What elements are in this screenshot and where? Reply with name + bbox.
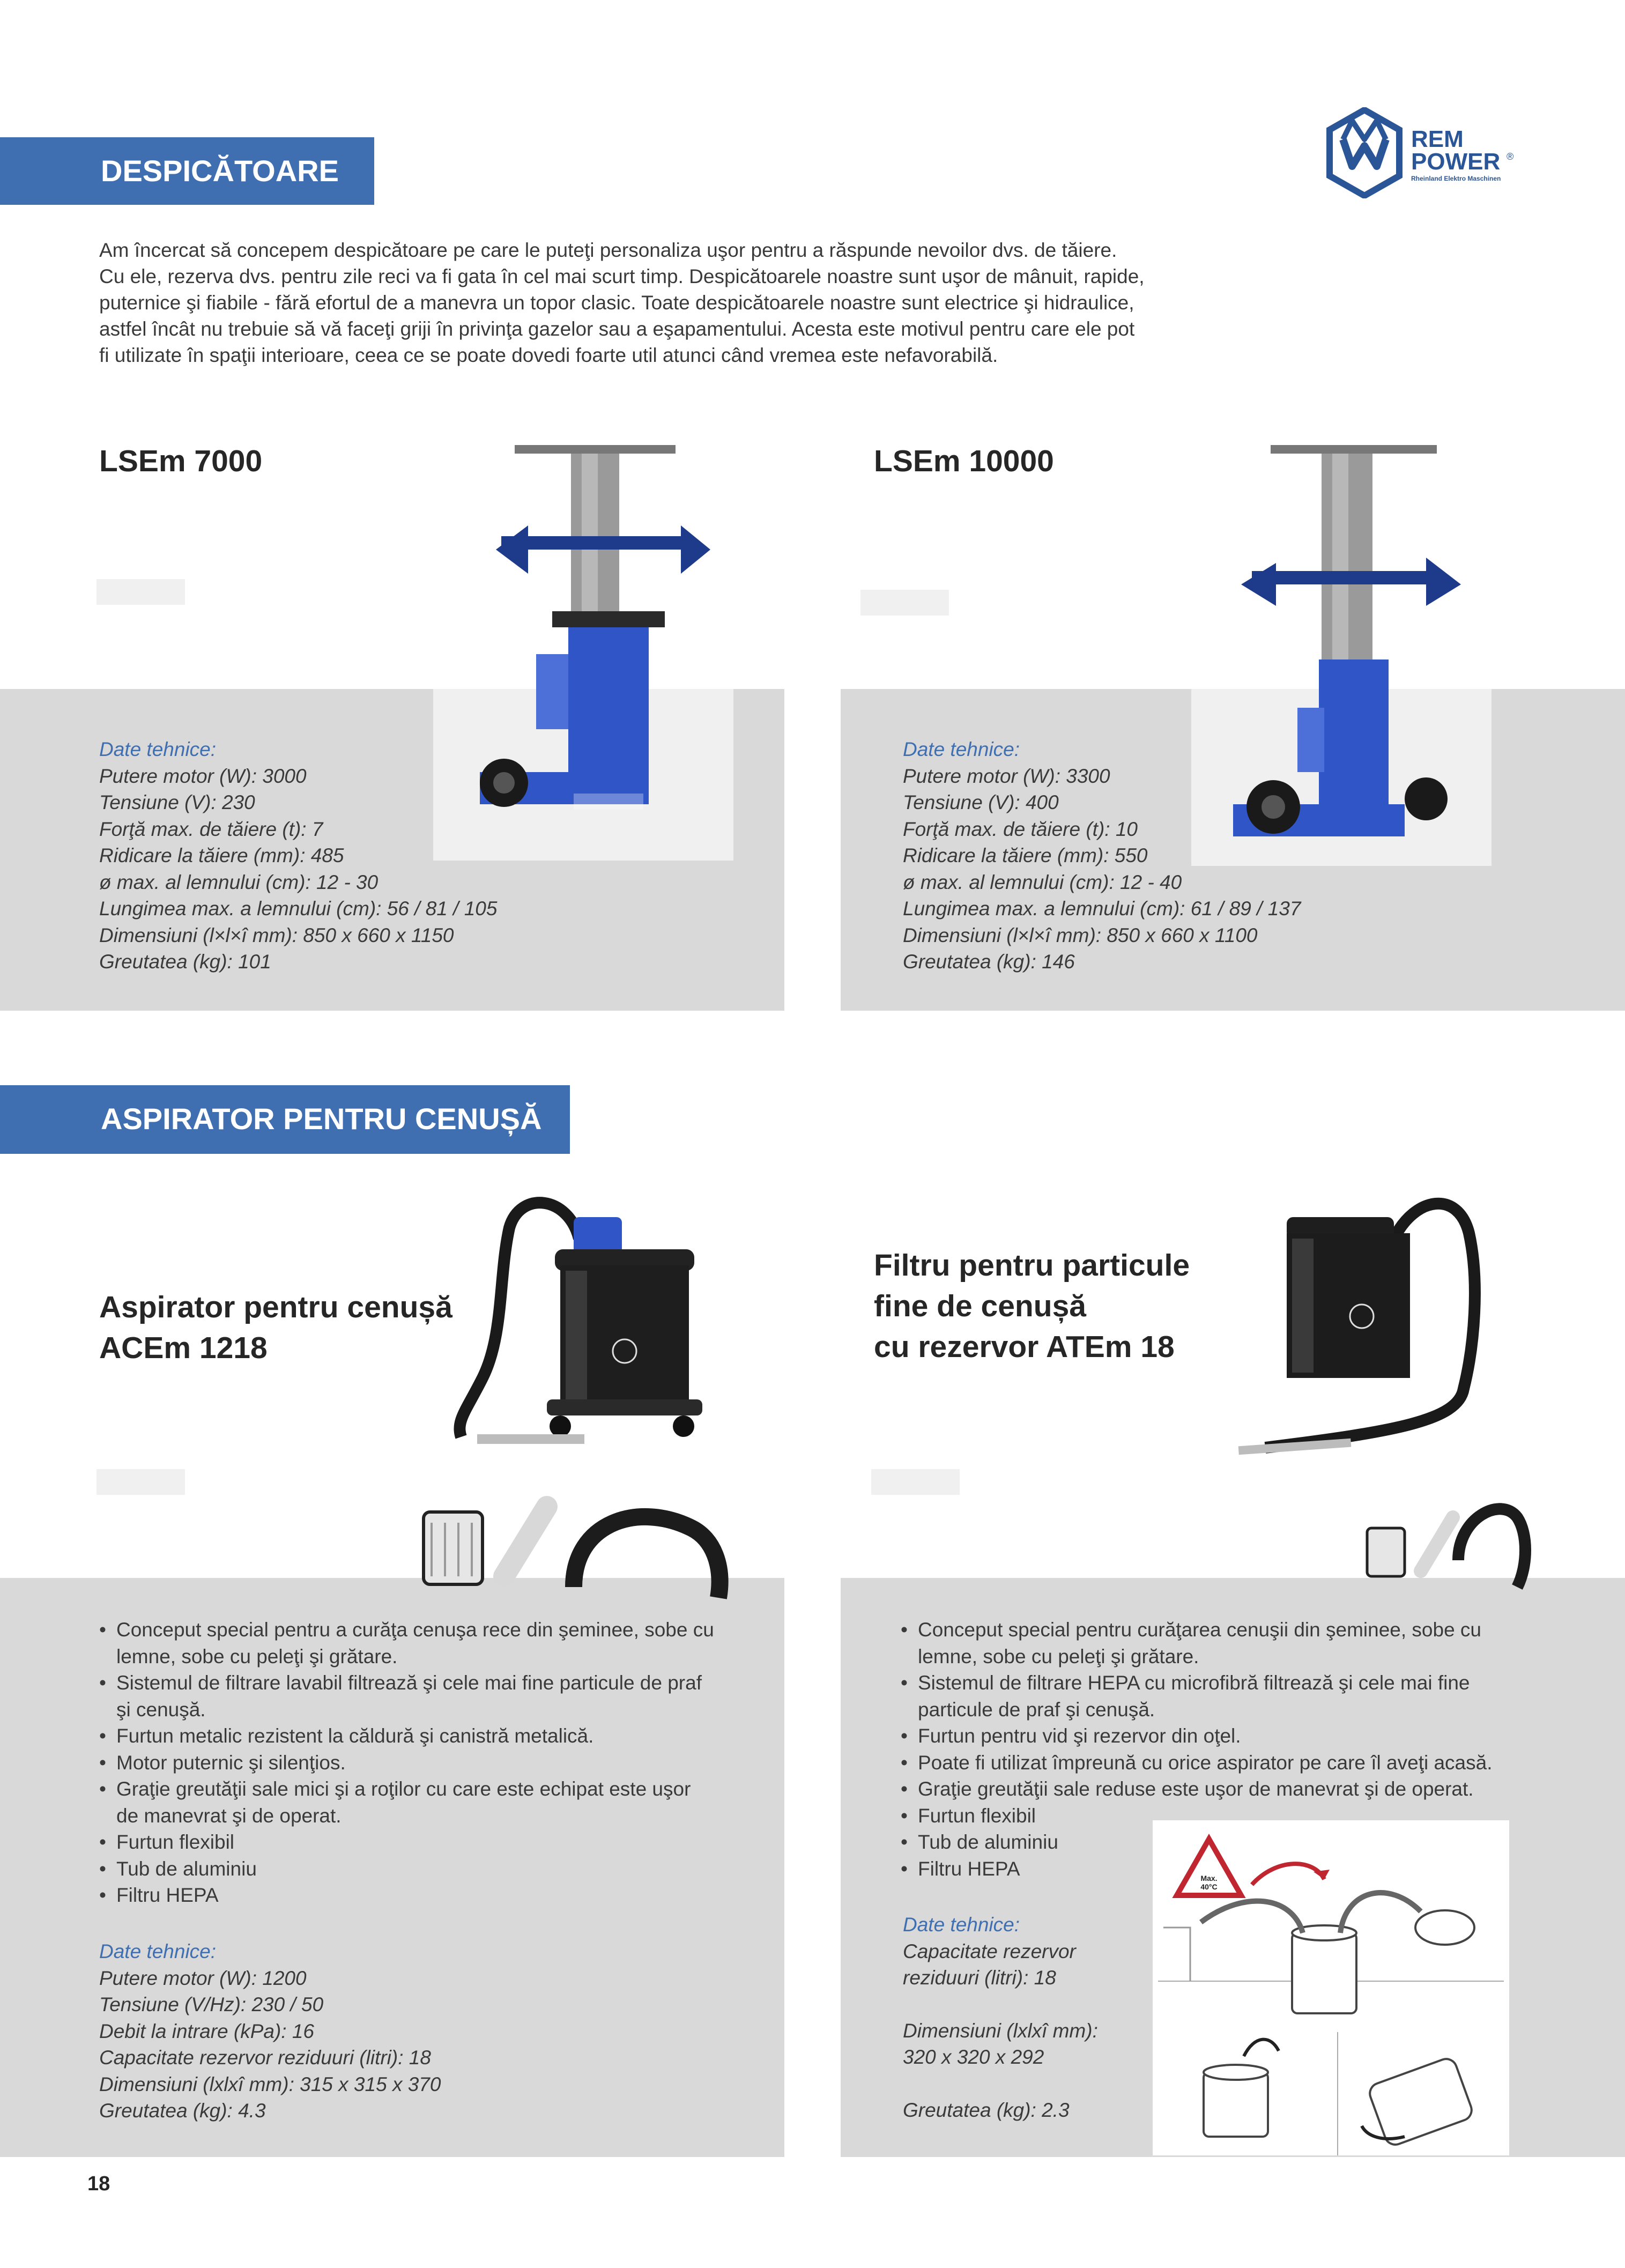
intro-line: astfel încât nu trebuie să vă faceţi griji în privinţa gazelor sau a eşapamentului. Acesta este motivul pentru care ele pot	[99, 318, 1135, 340]
spec-heading: Date tehnice:	[99, 1940, 217, 1962]
feature-item: • Conceput special pentru a curăţa cenuşa rece din şeminee, sobe cu lemne, sobe cu peleţi şi grătare.	[99, 1617, 759, 1670]
spec-row: ø max. al lemnului (cm): 12 - 40	[903, 871, 1182, 893]
specs-lsem7000	[99, 736, 497, 975]
feature-item: • Furtun flexibil	[99, 1829, 759, 1856]
title-line: fine de cenușă	[874, 1289, 1086, 1323]
feature-item: • Tub de aluminiu	[99, 1856, 759, 1882]
spec-row: Dimensiuni (lxlxî mm): 315 x 315 x 370	[99, 2073, 441, 2095]
feature-item: • Furtun flexibil	[901, 1803, 1598, 1829]
spec-row: Putere motor (W): 3000	[99, 765, 307, 787]
brand-line1: REM	[1411, 126, 1464, 152]
brand-line2: POWER	[1411, 149, 1501, 175]
spec-heading: Date tehnice:	[903, 1914, 1020, 1936]
spec-row: Putere motor (W): 3300	[903, 765, 1110, 787]
title-line: Aspirator pentru cenușă	[99, 1290, 452, 1324]
specs-lsem10000	[903, 736, 1301, 975]
feature-item: • Graţie greutăţii sale mici şi a roţilor cu care este echipat este uşor de manevrat şi de operat.	[99, 1776, 759, 1829]
spec-row: Greutatea (kg): 2.3	[903, 2099, 1070, 2121]
specs-atem18	[903, 1911, 1098, 2123]
accessories-image-atem18	[1356, 1485, 1533, 1592]
intro-line: Am încercat să concepem despicătoare pe care le puteţi personaliza uşor pentru a răspunde nevoilor dvs. de tăiere.	[99, 239, 1117, 261]
photo-shadow	[97, 1469, 185, 1495]
spec-heading: Date tehnice:	[903, 738, 1020, 760]
spec-row: Capacitate rezervor	[903, 1940, 1076, 1962]
spec-row: Tensiune (V/Hz): 230 / 50	[99, 1993, 324, 2015]
spec-row: Dimensiuni (l×l×î mm): 850 x 660 x 1150	[99, 924, 454, 946]
section-title-text: ASPIRATOR PENTRU CENUȘĂ	[101, 1102, 542, 1136]
product-title-atem18	[874, 1245, 1190, 1367]
photo-shadow	[860, 590, 949, 616]
feature-item: • Sistemul de filtrare lavabil filtrează şi cele mai fine particule de praf şi cenuşă.	[99, 1670, 759, 1723]
spec-row: Tensiune (V): 230	[99, 791, 255, 813]
feature-item: • Furtun metalic rezistent la căldură şi canistră metalică.	[99, 1723, 759, 1750]
brand-registered: ®	[1507, 151, 1514, 162]
spec-row: 320 x 320 x 292	[903, 2046, 1044, 2068]
feature-item: • Filtru HEPA	[99, 1882, 759, 1909]
spec-row: Lungimea max. a lemnului (cm): 61 / 89 / 137	[903, 898, 1301, 920]
product-title-lsem7000: LSEm 7000	[99, 444, 263, 478]
product-title-lsem10000: LSEm 10000	[874, 444, 1054, 478]
section-title-text: DESPICĂTOARE	[101, 154, 339, 188]
photo-shadow	[871, 1469, 960, 1495]
spec-row: Capacitate rezervor reziduuri (litri): 18	[99, 2047, 431, 2069]
spec-row: Putere motor (W): 1200	[99, 1967, 307, 1989]
spec-row: Ridicare la tăiere (mm): 550	[903, 844, 1148, 866]
spec-heading: Date tehnice:	[99, 738, 217, 760]
intro-line: puternice şi fiabile - fără efortul de a manevra un topor clasic. Toate despicătoarele noastre sunt electrice şi hidraulice,	[99, 292, 1134, 314]
feature-item: • Conceput special pentru curăţarea cenuşii din şeminee, sobe cu lemne, sobe cu peleţi şi grătare.	[901, 1617, 1598, 1670]
brand-logo	[1319, 107, 1544, 198]
feature-item: • Poate fi utilizat împreună cu orice aspirator pe care îl aveţi acasă.	[901, 1750, 1598, 1776]
title-line: cu rezervor ATEm 18	[874, 1330, 1175, 1364]
spec-row: Greutatea (kg): 4.3	[99, 2100, 266, 2122]
spec-row: Dimensiuni (l×l×î mm): 850 x 660 x 1100	[903, 924, 1258, 946]
feature-item: • Graţie greutăţii sale reduse este uşor de manevrat şi de operat.	[901, 1776, 1598, 1803]
intro-line: Cu ele, rezerva dvs. pentru zile reci va fi gata în cel mai scurt timp. Despicătoarele noastre sunt uşor de mânuit, rapide,	[99, 265, 1145, 287]
feature-item: • Sistemul de filtrare HEPA cu microfibră filtrează şi cele mai fine particule de praf şi cenuşă.	[901, 1670, 1598, 1723]
spec-row: Debit la intrare (kPa): 16	[99, 2020, 315, 2042]
spec-row: Ridicare la tăiere (mm): 485	[99, 844, 344, 866]
title-line: Filtru pentru particule	[874, 1248, 1190, 1283]
spec-row: reziduuri (litri): 18	[903, 1967, 1056, 1989]
title-line: ACEm 1218	[99, 1331, 268, 1365]
features-acem1218	[99, 1617, 759, 1909]
product-title-acem1218	[99, 1287, 452, 1368]
photo-shadow	[97, 579, 185, 605]
spec-row: Dimensiuni (lxlxî mm):	[903, 2019, 1098, 2042]
section-title-splitters	[0, 137, 374, 205]
feature-item: • Tub de aluminiu	[901, 1829, 1598, 1856]
specs-acem1218	[99, 1938, 441, 2124]
spec-row: ø max. al lemnului (cm): 12 - 30	[99, 871, 379, 893]
product-image-acem1218	[445, 1185, 745, 1485]
spec-row: Tensiune (V): 400	[903, 791, 1059, 813]
intro-paragraph	[99, 237, 1188, 368]
accessories-image-acem1218	[413, 1491, 745, 1603]
intro-line: fi utilizate în spaţii interioare, ceea ce se poate dovedi foarte util atunci când vremea este nefavorabilă.	[99, 344, 998, 366]
feature-item: • Furtun pentru vid şi rezervor din oţel.	[901, 1723, 1598, 1750]
usage-diagram-atem18	[1153, 1820, 1509, 2155]
feature-item: • Filtru HEPA	[901, 1856, 1598, 1882]
page-number: 18	[87, 2173, 110, 2195]
brand-tagline: Rheinland Elektro Maschinen	[1411, 175, 1501, 182]
spec-row: Greutatea (kg): 146	[903, 951, 1075, 973]
spec-row: Lungimea max. a lemnului (cm): 56 / 81 / 105	[99, 898, 498, 920]
section-title-ash-vacuum	[0, 1085, 570, 1154]
spec-row: Forţă max. de tăiere (t): 10	[903, 818, 1138, 840]
spec-row: Forţă max. de tăiere (t): 7	[99, 818, 323, 840]
warning-sign-label: Max. 40°C	[1200, 1874, 1218, 1891]
spec-row: Greutatea (kg): 101	[99, 951, 271, 973]
product-image-atem18	[1233, 1185, 1533, 1464]
feature-item: • Motor puternic şi silenţios.	[99, 1750, 759, 1776]
